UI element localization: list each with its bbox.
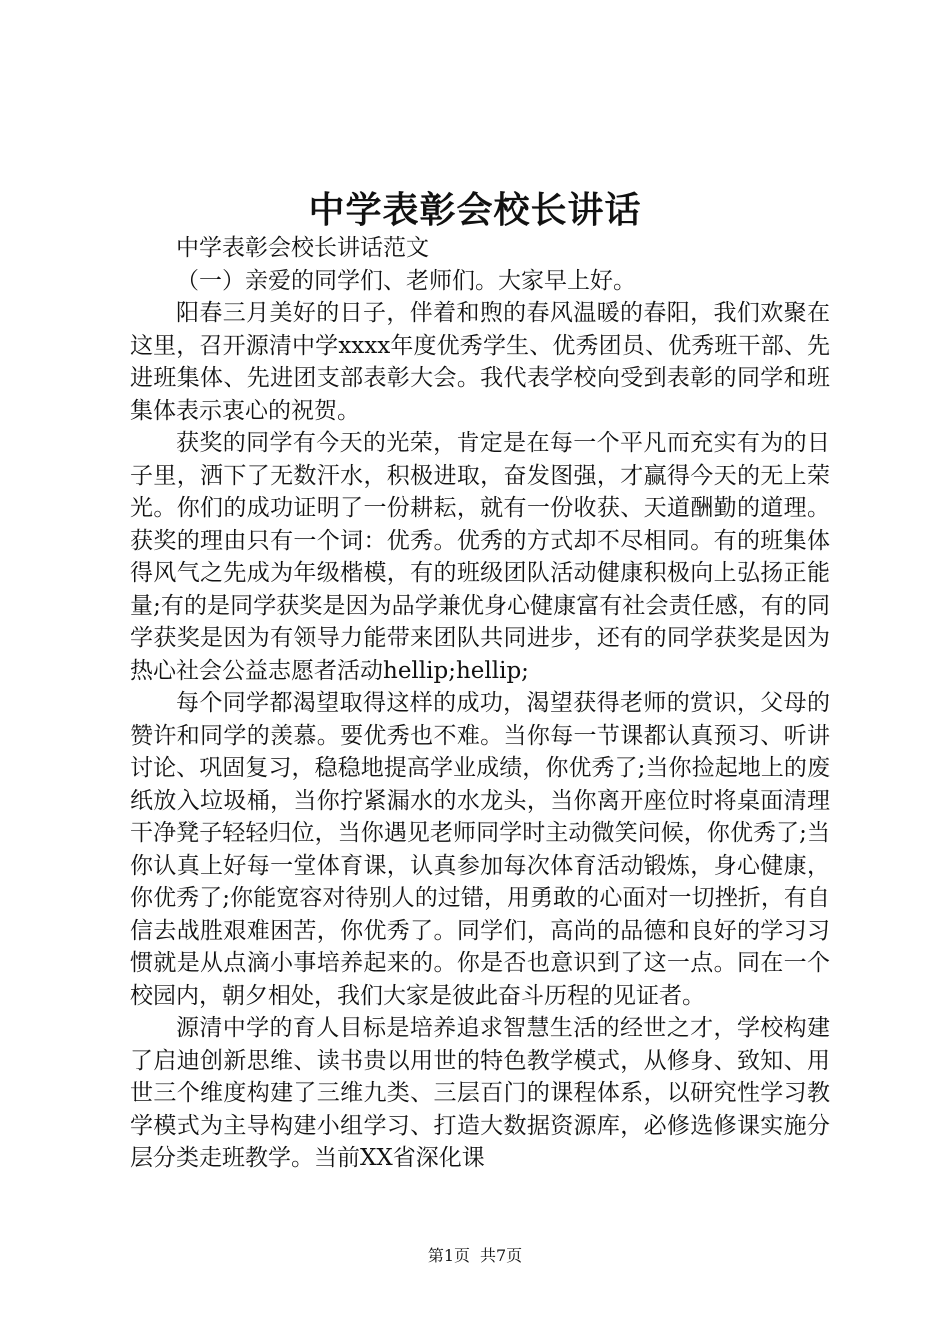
body-paragraph: （一）亲爱的同学们、老师们。大家早上好。: [176, 267, 636, 294]
body-paragraph: 源清中学的育人目标是培养追求智慧生活的经世之才，学校构建了启迪创新思维、读书贵以用世的特色教学模式，从修身、致知、用世三个维度构建了三维九类、三层百门的课程体系，以研究性学习教学模式为主导构建小组学习、打造大数据资源库，必修选修课实施分层分类走班教学。当前XX省深化课: [130, 1015, 830, 1171]
page-footer: [0, 1243, 950, 1266]
body-paragraph: 阳春三月美好的日子，伴着和煦的春风温暖的春阳，我们欢聚在这里，召开源清中学xxxx年度优秀学生、优秀团员、优秀班干部、先进班集体、先进团支部表彰大会。我代表学校向受到表彰的同学和班集体表示衷心的祝贺。: [130, 300, 830, 424]
page-number: 第1页: [427, 1246, 470, 1265]
body-paragraph: 获奖的同学有今天的光荣，肯定是在每一个平凡而充实有为的日子里，洒下了无数汗水，积极进取，奋发图强，才赢得今天的无上荣光。你们的成功证明了一份耕耘，就有一份收获、天道酬勤的道理。获奖的理由只有一个词：优秀。优秀的方式却不尽相同。有的班集体得风气之先成为年级楷模，有的班级团队活动健康积极向上弘扬正能量;有的是同学获奖是因为品学兼优身心健康富有社会责任感，有的同学获奖是因为有领导力能带来团队共同进步，还有的同学获奖是因为热心社会公益志愿者活动hellip;hellip;: [130, 430, 830, 684]
body-paragraph: 中学表彰会校长讲话范文: [176, 235, 429, 261]
page-total: 共7页: [480, 1246, 523, 1265]
body-paragraph: 每个同学都渴望取得这样的成功，渴望获得老师的赏识，父母的赞许和同学的羡慕。要优秀也不难。当你每一节课都认真预习、听讲讨论、巩固复习，稳稳地提高学业成绩，你优秀了;当你捡起地上的废纸放入垃圾桶，当你拧紧漏水的水龙头，当你离开座位时将桌面清理干净凳子轻轻归位，当你遇见老师同学时主动微笑问候，你优秀了;当你认真上好每一堂体育课，认真参加每次体育活动锻炼，身心健康，你优秀了;你能宽容对待别人的过错，用勇敢的心面对一切挫折，有自信去战胜艰难困苦，你优秀了。同学们，高尚的品德和良好的学习习惯就是从点滴小事培养起来的。你是否也意识到了这一点。同在一个校园内，朝夕相处，我们大家是彼此奋斗历程的见证者。: [130, 690, 830, 1009]
document-body: [130, 232, 830, 1175]
document-title: 中学表彰会校长讲话: [308, 189, 642, 231]
